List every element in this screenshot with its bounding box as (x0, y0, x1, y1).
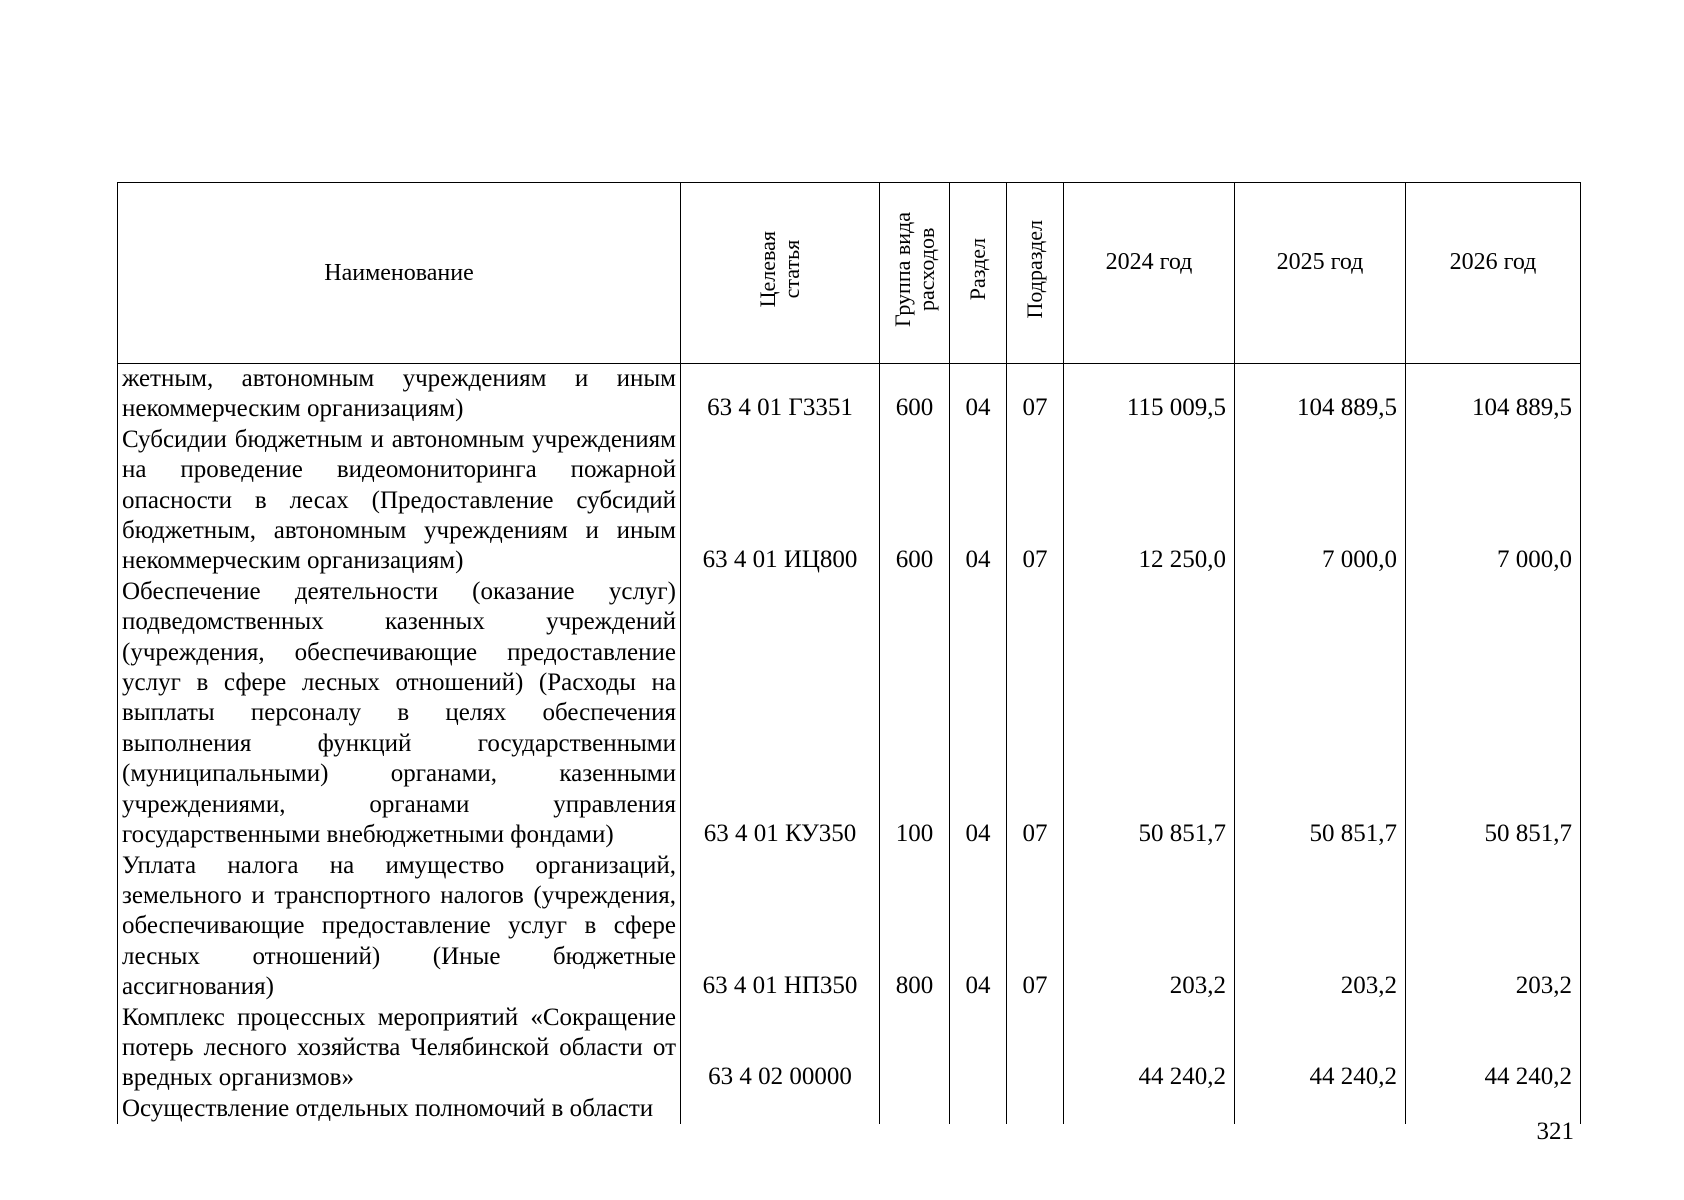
row-expense-group (880, 1094, 950, 1124)
row-section (950, 425, 1007, 577)
row-target-article (681, 364, 880, 425)
row-amount-2024-value: 50 851,7 (1138, 820, 1226, 848)
row-amount-2025 (1235, 577, 1406, 851)
row-section-value: 04 (965, 546, 991, 574)
row-subsection (1007, 1003, 1064, 1094)
header-section (950, 183, 1007, 364)
row-section-value: 04 (965, 820, 991, 848)
row-expense-group-value: 100 (895, 820, 934, 848)
row-target-article-value: 63 4 01 Г3351 (707, 394, 853, 422)
row-section-value: 04 (965, 394, 991, 422)
row-name: Субсидии бюджетным и автономным учреждениям на проведение видеомониторинга пожарной опасности в лесах (Предоставление субсидий бюджетным, автономным учреждениям и иным некоммерческим организациям) (118, 425, 681, 577)
table-row (118, 425, 1581, 577)
row-name: Уплата налога на имущество организаций, земельного и транспортного налогов (учреждения, обеспечивающие предоставление услуг в сфере лесных отношений) (Иные бюджетные ассигнования) (118, 851, 681, 1003)
row-target-article-value: 63 4 02 00000 (708, 1063, 852, 1091)
row-amount-2026-value: 7 000,0 (1497, 546, 1572, 574)
table-row (118, 851, 1581, 1003)
row-expense-group-value (880, 1123, 949, 1124)
table-body (118, 364, 1581, 1125)
row-target-article-value: 63 4 01 ИЦ800 (702, 546, 858, 574)
row-amount-2025-value: 7 000,0 (1322, 546, 1397, 574)
row-target-article-value: 63 4 01 НП350 (702, 972, 858, 1000)
table-row (118, 577, 1581, 851)
row-subsection (1007, 364, 1064, 425)
row-section (950, 364, 1007, 425)
row-amount-2025 (1235, 1003, 1406, 1094)
row-subsection-value (1007, 1123, 1063, 1124)
row-section (950, 851, 1007, 1003)
row-section-value (950, 1123, 1006, 1124)
row-amount-2025-value (1235, 1123, 1397, 1124)
row-subsection (1007, 425, 1064, 577)
row-target-article (681, 1003, 880, 1094)
header-2024: 2024 год (1064, 183, 1235, 364)
row-amount-2026 (1406, 577, 1581, 851)
row-name: Комплекс процессных мероприятий «Сокращение потерь лесного хозяйства Челябинской области от вредных организмов» (118, 1003, 681, 1094)
table-row (118, 1003, 1581, 1094)
row-amount-2026-value: 44 240,2 (1484, 1063, 1572, 1091)
table-row (118, 364, 1581, 425)
row-subsection (1007, 851, 1064, 1003)
row-amount-2026 (1406, 1003, 1581, 1094)
header-target-article-label: Целевая статья (755, 231, 804, 308)
page-number: 321 (1536, 1118, 1574, 1145)
row-section-value: 04 (965, 972, 991, 1000)
header-section-label: Раздел (965, 238, 990, 301)
row-subsection (1007, 577, 1064, 851)
header-subsection (1007, 183, 1064, 364)
row-subsection (1007, 1094, 1064, 1124)
row-amount-2024-value: 203,2 (1169, 972, 1226, 1000)
row-amount-2026-value: 104 889,5 (1472, 394, 1572, 422)
row-amount-2024-value: 12 250,0 (1138, 546, 1226, 574)
header-name: Наименование (118, 183, 681, 364)
row-target-article-value (681, 1123, 879, 1124)
row-subsection-value: 07 (1022, 820, 1048, 848)
row-expense-group (880, 364, 950, 425)
row-expense-group-value: 800 (895, 972, 934, 1000)
row-expense-group (880, 577, 950, 851)
row-amount-2024 (1064, 577, 1235, 851)
header-2025: 2025 год (1235, 183, 1406, 364)
row-amount-2026 (1406, 364, 1581, 425)
row-amount-2025-value: 44 240,2 (1309, 1063, 1397, 1091)
row-subsection-value: 07 (1022, 972, 1048, 1000)
row-target-article (681, 425, 880, 577)
row-amount-2025-value: 104 889,5 (1297, 394, 1397, 422)
row-name: Осуществление отдельных полномочий в области (118, 1094, 681, 1124)
row-expense-group-value: 600 (895, 546, 934, 574)
header-target-article (681, 183, 880, 364)
table-row (118, 1094, 1581, 1124)
row-subsection-value: 07 (1022, 546, 1048, 574)
header-2026: 2026 год (1406, 183, 1581, 364)
row-target-article-value: 63 4 01 КУ350 (703, 820, 857, 848)
row-amount-2026 (1406, 425, 1581, 577)
row-expense-group (880, 851, 950, 1003)
row-subsection-value: 07 (1022, 394, 1048, 422)
row-amount-2026-value: 203,2 (1515, 972, 1572, 1000)
row-name: Обеспечение деятельности (оказание услуг) подведомственных казенных учреждений (учреждения, обеспечивающие предоставление услуг в сфере лесных отношений) (Расходы на выплаты персоналу в целях обеспечения выполнения функций государственными (муниципальными) органами, казенными учреждениями, органами управления государственными внебюджетными фондами) (118, 577, 681, 851)
row-expense-group (880, 425, 950, 577)
row-expense-group-value: 600 (895, 394, 934, 422)
row-amount-2026 (1406, 851, 1581, 1003)
row-target-article (681, 851, 880, 1003)
table-header (118, 183, 1581, 364)
row-amount-2026-value: 50 851,7 (1484, 820, 1572, 848)
row-amount-2024 (1064, 1003, 1235, 1094)
row-amount-2024-value (1064, 1123, 1226, 1124)
row-amount-2025 (1235, 851, 1406, 1003)
budget-table (117, 182, 1581, 1124)
row-amount-2025 (1235, 1094, 1406, 1124)
row-amount-2024 (1064, 425, 1235, 577)
row-target-article (681, 1094, 880, 1124)
row-section (950, 577, 1007, 851)
row-amount-2024 (1064, 364, 1235, 425)
row-amount-2025-value: 50 851,7 (1309, 820, 1397, 848)
row-amount-2025 (1235, 425, 1406, 577)
row-amount-2024-value: 115 009,5 (1126, 394, 1226, 422)
row-expense-group (880, 1003, 950, 1094)
header-subsection-label: Подраздел (1022, 220, 1047, 319)
header-expense-group (880, 183, 950, 364)
row-amount-2024-value: 44 240,2 (1138, 1063, 1226, 1091)
row-target-article (681, 577, 880, 851)
row-section (950, 1003, 1007, 1094)
row-amount-2024 (1064, 1094, 1235, 1124)
row-amount-2025 (1235, 364, 1406, 425)
row-name: жетным, автономным учреждениям и иным некоммерческим организациям) (118, 364, 681, 425)
row-amount-2024 (1064, 851, 1235, 1003)
row-section (950, 1094, 1007, 1124)
header-expense-group-label: Группа вида расходов (889, 212, 939, 327)
row-amount-2025-value: 203,2 (1340, 972, 1397, 1000)
